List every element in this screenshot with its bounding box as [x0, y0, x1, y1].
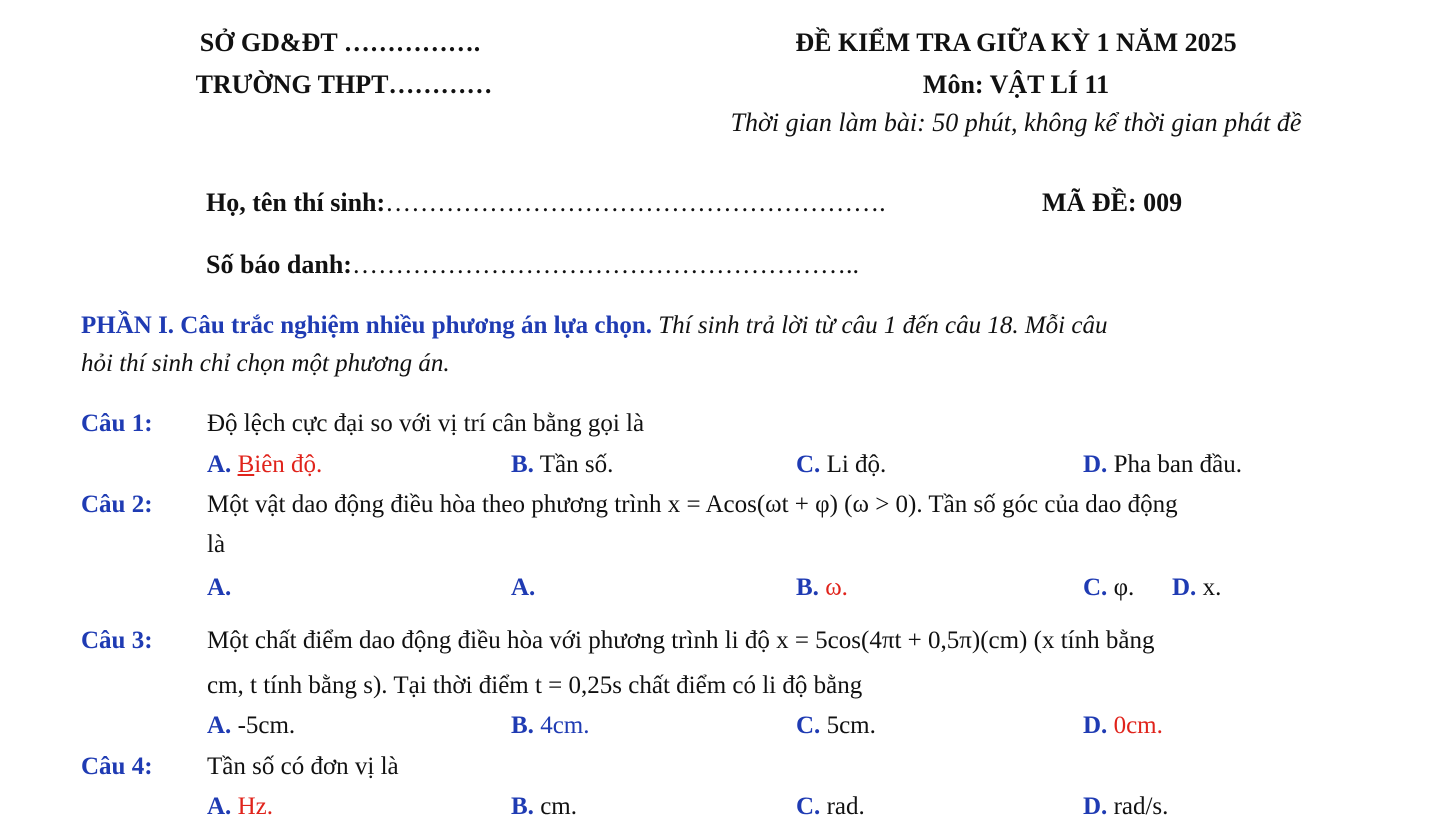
- q3-option-b[interactable]: [511, 712, 589, 740]
- q2-option-d-text: x.: [1196, 574, 1222, 601]
- q1-option-b-text: Tần số.: [533, 451, 614, 478]
- q1-option-a-rest: iên độ.: [254, 451, 323, 478]
- q2-option-d-letter: D.: [1172, 574, 1197, 601]
- q3-option-c-text: 5cm.: [820, 712, 876, 739]
- question-3-text-line2: cm, t tính bằng s). Tại thời điểm t = 0,25s chất điểm có li độ bằng: [207, 672, 863, 699]
- q2-option-a-letter: A.: [207, 574, 232, 601]
- q2-option-d[interactable]: [1172, 574, 1221, 602]
- q4-option-a-letter: A.: [207, 793, 232, 820]
- q3-option-a-letter: A.: [207, 712, 232, 739]
- department-line: SỞ GD&ĐT …………….: [199, 28, 481, 57]
- q1-option-a-letter: A.: [207, 451, 232, 478]
- q4-option-c[interactable]: [796, 793, 865, 821]
- question-4-text: Tần số có đơn vị là: [207, 753, 399, 780]
- q2-option-c-text: φ.: [1107, 574, 1135, 601]
- student-id-label: Số báo danh:: [206, 250, 352, 279]
- exam-code: MÃ ĐỀ: 009: [1042, 188, 1183, 217]
- time-line: Thời gian làm bài: 50 phút, không kể thời gian phát đề: [730, 108, 1302, 137]
- q1-option-a-first: B: [237, 451, 255, 478]
- exam-title: ĐỀ KIỂM TRA GIỮA KỲ 1 NĂM 2025: [795, 28, 1237, 57]
- q1-option-c-letter: C.: [796, 451, 821, 478]
- q3-option-d-text: 0cm.: [1107, 712, 1163, 739]
- q2-option-b-letter: B.: [796, 574, 819, 601]
- question-1-label: Câu 1:: [81, 410, 153, 437]
- q4-option-a[interactable]: [207, 793, 273, 821]
- q4-option-d[interactable]: [1083, 793, 1168, 821]
- q3-option-b-text: 4cm.: [533, 712, 590, 739]
- question-3-text: Một chất điểm dao động điều hòa với phương trình li độ x = 5cos(4πt + 0,5π)(cm) (x tính bằng: [207, 627, 1155, 654]
- q2-option-a[interactable]: [207, 574, 231, 602]
- q3-option-c[interactable]: [796, 712, 876, 740]
- q3-option-a[interactable]: [207, 712, 295, 740]
- q2-option-c[interactable]: [1083, 574, 1134, 602]
- q3-option-c-letter: C.: [796, 712, 821, 739]
- student-name-label: Họ, tên thí sinh:: [206, 188, 386, 217]
- q4-option-c-letter: C.: [796, 793, 821, 820]
- q1-option-d-text: Pha ban đầu.: [1107, 451, 1243, 478]
- section-title: PHẦN I. Câu trắc nghiệm nhiều phương án lựa chọn.: [81, 312, 653, 339]
- q1-option-b[interactable]: [511, 451, 613, 479]
- student-name-row: [206, 188, 886, 218]
- question-1-text: Độ lệch cực đại so với vị trí cân bằng gọi là: [207, 410, 645, 437]
- q1-option-a[interactable]: [207, 451, 322, 479]
- q3-option-b-letter: B.: [511, 712, 534, 739]
- q3-option-d[interactable]: [1083, 712, 1163, 740]
- q2-option-b-text: ω.: [818, 574, 848, 601]
- q4-option-b-text: cm.: [533, 793, 577, 820]
- q4-option-a-text: Hz.: [231, 793, 273, 820]
- question-3-label: Câu 3:: [81, 627, 153, 654]
- q2-option-b[interactable]: [796, 574, 848, 602]
- q1-option-b-letter: B.: [511, 451, 534, 478]
- subject-line: Môn: VẬT LÍ 11: [922, 70, 1110, 99]
- q1-option-d[interactable]: [1083, 451, 1242, 479]
- section-heading: [81, 312, 1107, 340]
- q1-option-c[interactable]: [796, 451, 886, 479]
- q4-option-d-letter: D.: [1083, 793, 1108, 820]
- question-2-text-line2: là: [207, 531, 226, 558]
- school-line: TRƯỜNG THPT…………: [195, 70, 493, 99]
- q1-option-c-text: Li độ.: [820, 451, 887, 478]
- q4-option-d-text: rad/s.: [1107, 793, 1169, 820]
- q3-option-a-text: -5cm.: [231, 712, 296, 739]
- student-id-dots[interactable]: …………………………………………………..: [351, 250, 859, 279]
- q2-option-a2-letter: A.: [511, 574, 536, 601]
- q3-option-d-letter: D.: [1083, 712, 1108, 739]
- student-name-dots[interactable]: ………………………………………………….: [385, 188, 886, 217]
- q2-option-a-duplicate[interactable]: [511, 574, 535, 602]
- q1-option-d-letter: D.: [1083, 451, 1108, 478]
- student-id-row: [206, 250, 859, 280]
- q4-option-b[interactable]: [511, 793, 577, 821]
- section-instruction-line2: hỏi thí sinh chỉ chọn một phương án.: [81, 350, 450, 377]
- section-instruction: Thí sinh trả lời từ câu 1 đến câu 18. Mỗi câu: [652, 312, 1108, 339]
- question-4-label: Câu 4:: [81, 753, 153, 780]
- q2-option-c-letter: C.: [1083, 574, 1108, 601]
- q4-option-c-text: rad.: [820, 793, 865, 820]
- q4-option-b-letter: B.: [511, 793, 534, 820]
- question-2-text: Một vật dao động điều hòa theo phương trình x = Acos(ωt + φ) (ω > 0). Tần số góc của dao động: [207, 491, 1178, 518]
- question-2-label: Câu 2:: [81, 491, 153, 518]
